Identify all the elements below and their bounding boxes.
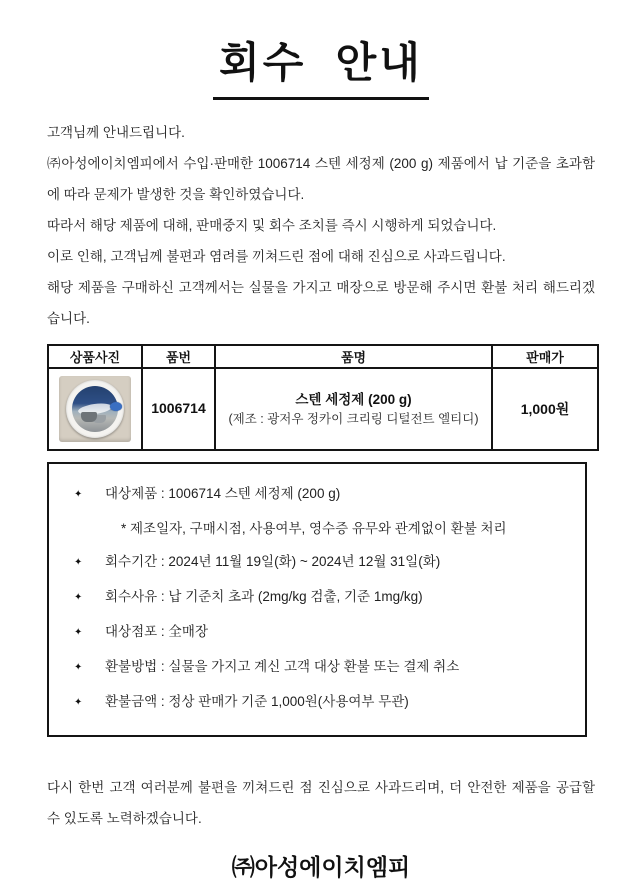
manufacturer-text: (제조 : 광저우 정카이 크리링 디털전트 엘티디) (228, 412, 479, 426)
item-number-cell (142, 368, 215, 450)
list-item-text: 대상제품 : 1006714 스텐 세정제 (200 g) (105, 486, 341, 501)
bullet-icon: ✦ (74, 697, 83, 708)
list-item-text: 대상점포 : 全매장 (105, 624, 208, 639)
list-item-text: 회수사유 : 납 기준치 초과 (2mg/kg 검출, 기준 1mg/kg) (105, 589, 423, 604)
item-number: 1006714 (151, 400, 206, 416)
recall-details-box (47, 462, 587, 737)
intro-section (47, 117, 595, 334)
label-pot-graphic (81, 412, 97, 422)
product-photo (59, 376, 131, 442)
header-product-name: 품명 (215, 345, 492, 368)
bullet-icon: ✦ (74, 627, 83, 638)
list-item-recall-period (74, 545, 569, 580)
list-item-text: 환불금액 : 정상 판매가 기준 1,000원(사용여부 무관) (105, 694, 409, 709)
list-item-target-stores (74, 615, 569, 650)
table-header-row (48, 345, 598, 368)
page-title: 회수 안내 (213, 30, 429, 100)
list-item-refund-amount (74, 685, 569, 720)
header-item-number: 품번 (142, 345, 215, 368)
intro-paragraph: 해당 제품을 구매하신 고객께서는 실물을 가지고 매장으로 방문해 주시면 환불 처리 해드리겠습니다. (47, 280, 595, 326)
product-name: 스텐 세정제 (200 g) (295, 392, 412, 407)
list-item-target-product (74, 477, 569, 512)
company-signature: ㈜아성에이치엠피 (231, 854, 411, 880)
label-badge (110, 402, 122, 411)
header-product-photo: 상품사진 (48, 345, 142, 368)
closing-section (47, 772, 595, 834)
intro-paragraph: 이로 인해, 고객님께 불편과 염려를 끼쳐드린 점에 대해 진심으로 사과드립니다. (47, 249, 506, 264)
product-table (47, 344, 599, 451)
header-price: 판매가 (492, 345, 598, 368)
bullet-icon: ✦ (74, 557, 83, 568)
product-photo-cell (48, 368, 142, 450)
refund-condition-note: * 제조일자, 구매시점, 사용여부, 영수증 유무와 관계없이 환불 처리 (121, 521, 507, 536)
intro-paragraph: 따라서 해당 제품에 대해, 판매중지 및 회수 조치를 즉시 시행하게 되었습니다. (47, 218, 497, 233)
table-row (48, 368, 598, 450)
bullet-icon: ✦ (74, 592, 83, 603)
list-item-recall-reason (74, 580, 569, 615)
bullet-icon: ✦ (74, 489, 83, 500)
bullet-icon: ✦ (74, 662, 83, 673)
list-item-refund-method (74, 650, 569, 685)
price-cell (492, 368, 598, 450)
product-tub-image (66, 380, 124, 438)
price-value: 1,000원 (520, 401, 570, 417)
product-name-cell (215, 368, 492, 450)
intro-paragraph: ㈜아성에이치엠피에서 수입·판매한 1006714 스텐 세정제 (200 g) 제품에서 납 기준을 초과함에 따라 문제가 발생한 것을 확인하였습니다. (47, 156, 595, 202)
greeting-text: 고객님께 안내드립니다. (47, 125, 185, 140)
closing-paragraph: 다시 한번 고객 여러분께 불편을 끼쳐드린 점 진심으로 사과드리며, 더 안전한 제품을 공급할 수 있도록 노력하겠습니다. (47, 780, 595, 826)
list-item-text: 환불방법 : 실물을 가지고 계신 고객 대상 환불 또는 결제 취소 (105, 659, 460, 674)
title-container (47, 30, 595, 100)
list-item-text: 회수기간 : 2024년 11월 19일(화) ~ 2024년 12월 31일(화) (105, 554, 441, 569)
